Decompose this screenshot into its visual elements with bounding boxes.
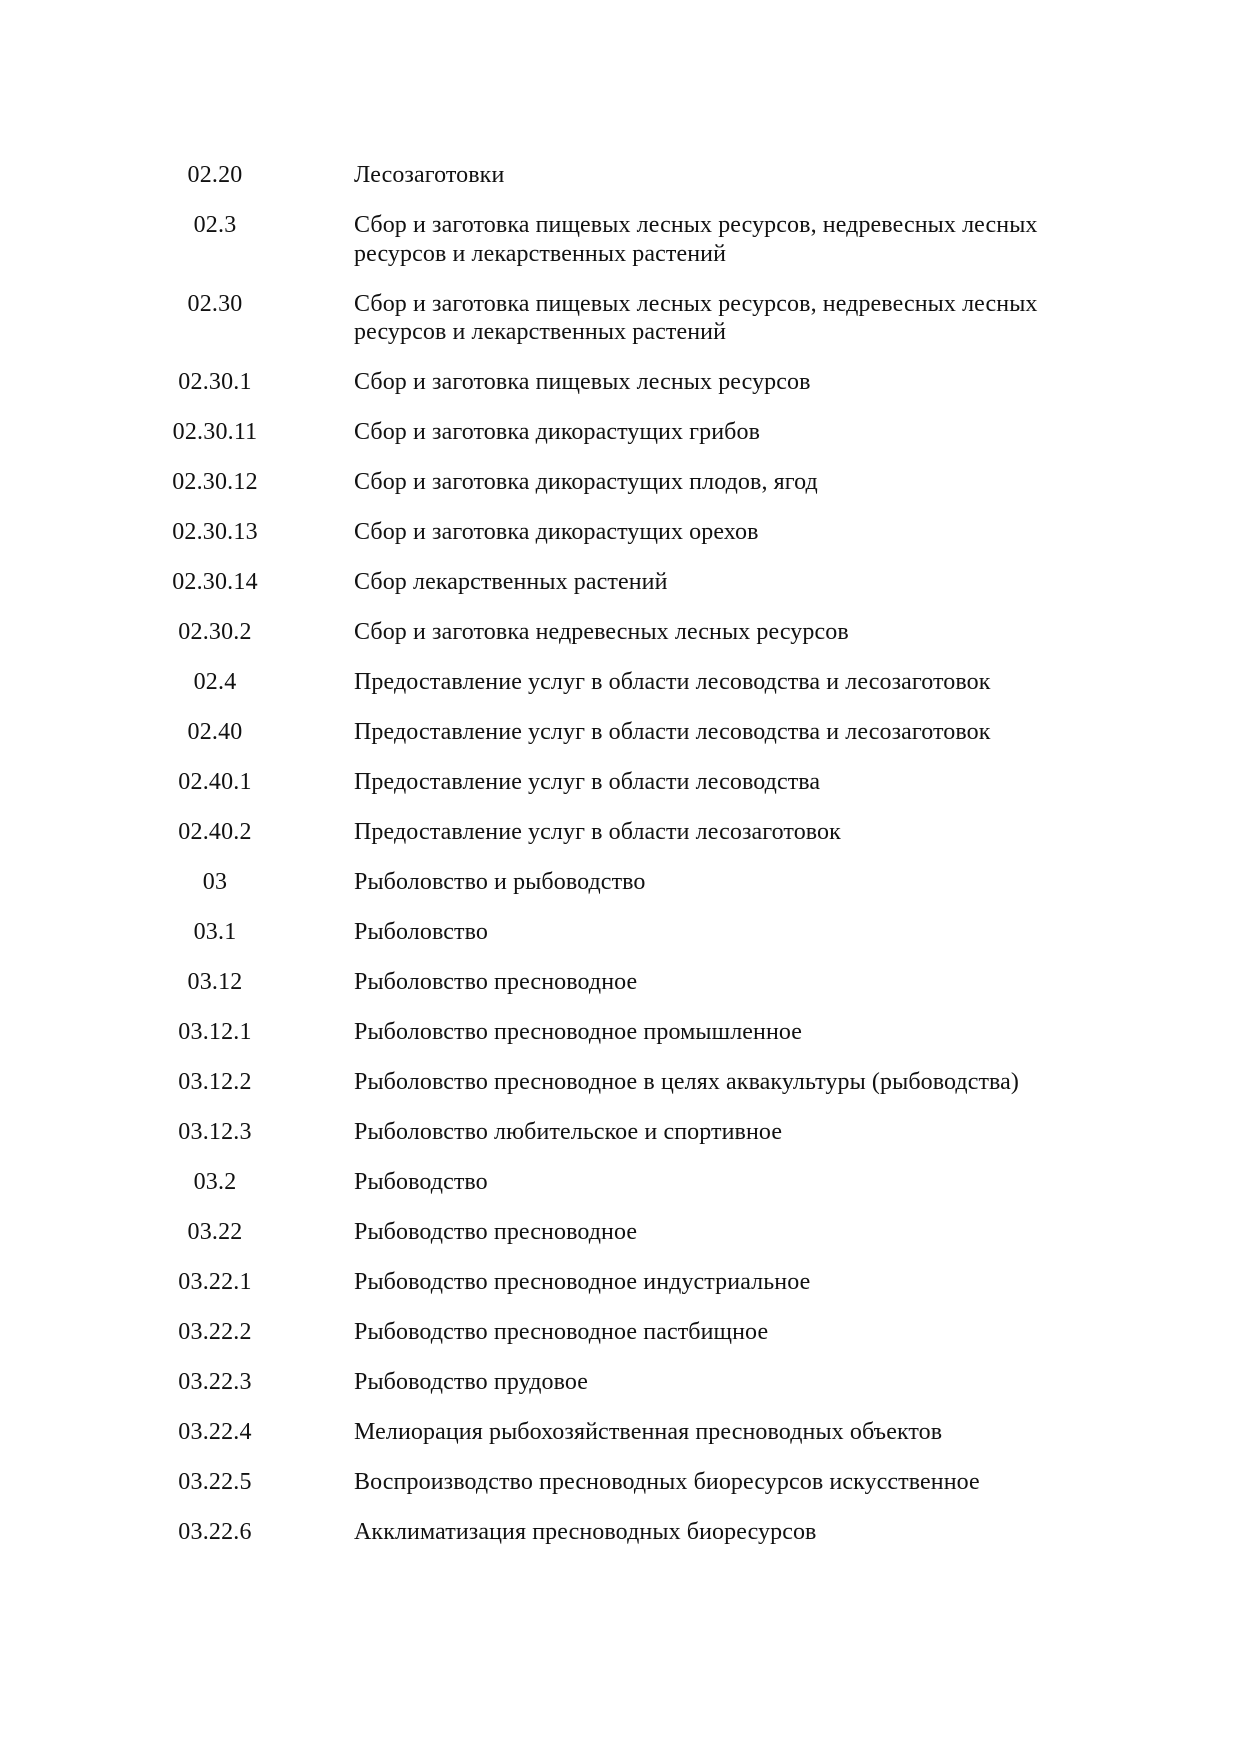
classifier-code: 02.40.1 [178,769,252,795]
classifier-code: 03.1 [193,919,237,945]
classifier-code: 03.22.1 [178,1269,252,1295]
classifier-row [0,290,1240,347]
classifier-name: Рыболовство [354,919,488,945]
classifier-row [0,868,1240,897]
classifier-code: 03.12.3 [178,1119,252,1145]
classifier-name: Рыбоводство пресноводное индустриальное [354,1269,811,1295]
classifier-code: 02.30 [187,290,243,317]
classifier-code: 02.40 [187,719,243,745]
classifier-name: Предоставление услуг в области лесоводства и лесозаготовок [354,669,991,695]
classifier-row [0,161,1240,190]
classifier-row [0,968,1240,997]
classifier-row [0,1218,1240,1247]
classifier-name: Рыбоводство пресноводное пастбищное [354,1319,769,1345]
classifier-name: Рыбоводство [354,1169,488,1195]
classifier-code: 02.30.11 [172,419,258,445]
classifier-row [0,818,1240,847]
classifier-row [0,1268,1240,1297]
classifier-name: Рыболовство и рыбоводство [354,869,646,895]
classifier-code: 02.3 [193,212,237,238]
classifier-row [0,718,1240,747]
classifier-name: Мелиорация рыбохозяйственная пресноводных объектов [354,1419,943,1445]
classifier-name: Сбор и заготовка дикорастущих плодов, ягод [354,469,818,495]
classifier-name: Сбор лекарственных растений [354,569,668,595]
classifier-name: Сбор и заготовка пищевых лесных ресурсов, недревесных лесных ресурсов и лекарственных растений [354,212,1038,267]
classifier-name: Сбор и заготовка пищевых лесных ресурсов [354,369,811,395]
classifier-name: Лесозаготовки [354,162,505,188]
classifier-name: Рыбоводство прудовое [354,1369,589,1395]
classifier-code: 03.22.3 [178,1369,252,1395]
classifier-row [0,1118,1240,1147]
classifier-row [0,1318,1240,1347]
classifier-row [0,1168,1240,1197]
classifier-code: 02.30.1 [178,369,252,395]
classifier-row [0,468,1240,497]
classifier-name: Предоставление услуг в области лесоводства и лесозаготовок [354,719,991,745]
classifier-row [0,768,1240,797]
classifier-code: 02.30.12 [172,469,258,495]
classifier-row [0,918,1240,947]
classifier-row [0,668,1240,697]
classifier-row [0,518,1240,547]
classifier-name: Рыболовство любительское и спортивное [354,1119,783,1145]
classifier-name: Предоставление услуг в области лесозаготовок [354,819,841,845]
classifier-code: 03 [202,869,228,895]
classifier-row [0,618,1240,647]
classifier-name: Сбор и заготовка дикорастущих грибов [354,419,760,445]
classifier-code: 03.22.5 [178,1469,252,1495]
classifier-name: Рыболовство пресноводное в целях аквакультуры (рыбоводства) [354,1069,1020,1095]
classifier-name: Сбор и заготовка пищевых лесных ресурсов, недревесных лесных ресурсов и лекарственных растений [354,290,1038,345]
classifier-row [0,1368,1240,1397]
classifier-code: 03.22 [187,1219,243,1245]
classifier-code: 03.22.2 [178,1319,252,1345]
classifier-row [0,1418,1240,1447]
classifier-name: Сбор и заготовка недревесных лесных ресурсов [354,619,849,645]
classifier-name: Рыболовство пресноводное [354,969,638,995]
classifier-row [0,418,1240,447]
classifier-row [0,568,1240,597]
classifier-name: Акклиматизация пресноводных биоресурсов [354,1519,817,1545]
classifier-row [0,1518,1240,1547]
classifier-name: Сбор и заготовка дикорастущих орехов [354,519,759,545]
classifier-code: 03.22.6 [178,1519,252,1545]
classifier-list [0,161,1240,1568]
classifier-row [0,368,1240,397]
classifier-name: Предоставление услуг в области лесоводства [354,769,821,795]
classifier-code: 02.30.2 [178,619,252,645]
classifier-row [0,211,1240,268]
classifier-code: 02.4 [193,669,237,695]
classifier-row [0,1018,1240,1047]
classifier-code: 03.12.2 [178,1069,252,1095]
classifier-code: 02.20 [187,162,243,188]
classifier-row [0,1468,1240,1497]
classifier-code: 02.30.14 [172,569,258,595]
classifier-row [0,1068,1240,1097]
classifier-name: Рыбоводство пресноводное [354,1219,638,1245]
classifier-code: 03.2 [193,1169,237,1195]
classifier-code: 03.12.1 [178,1019,252,1045]
classifier-name: Воспроизводство пресноводных биоресурсов искусственное [354,1469,980,1495]
classifier-code: 02.30.13 [172,519,258,545]
classifier-code: 03.12 [187,969,243,995]
classifier-name: Рыболовство пресноводное промышленное [354,1019,803,1045]
classifier-code: 02.40.2 [178,819,252,845]
classifier-code: 03.22.4 [178,1419,252,1445]
